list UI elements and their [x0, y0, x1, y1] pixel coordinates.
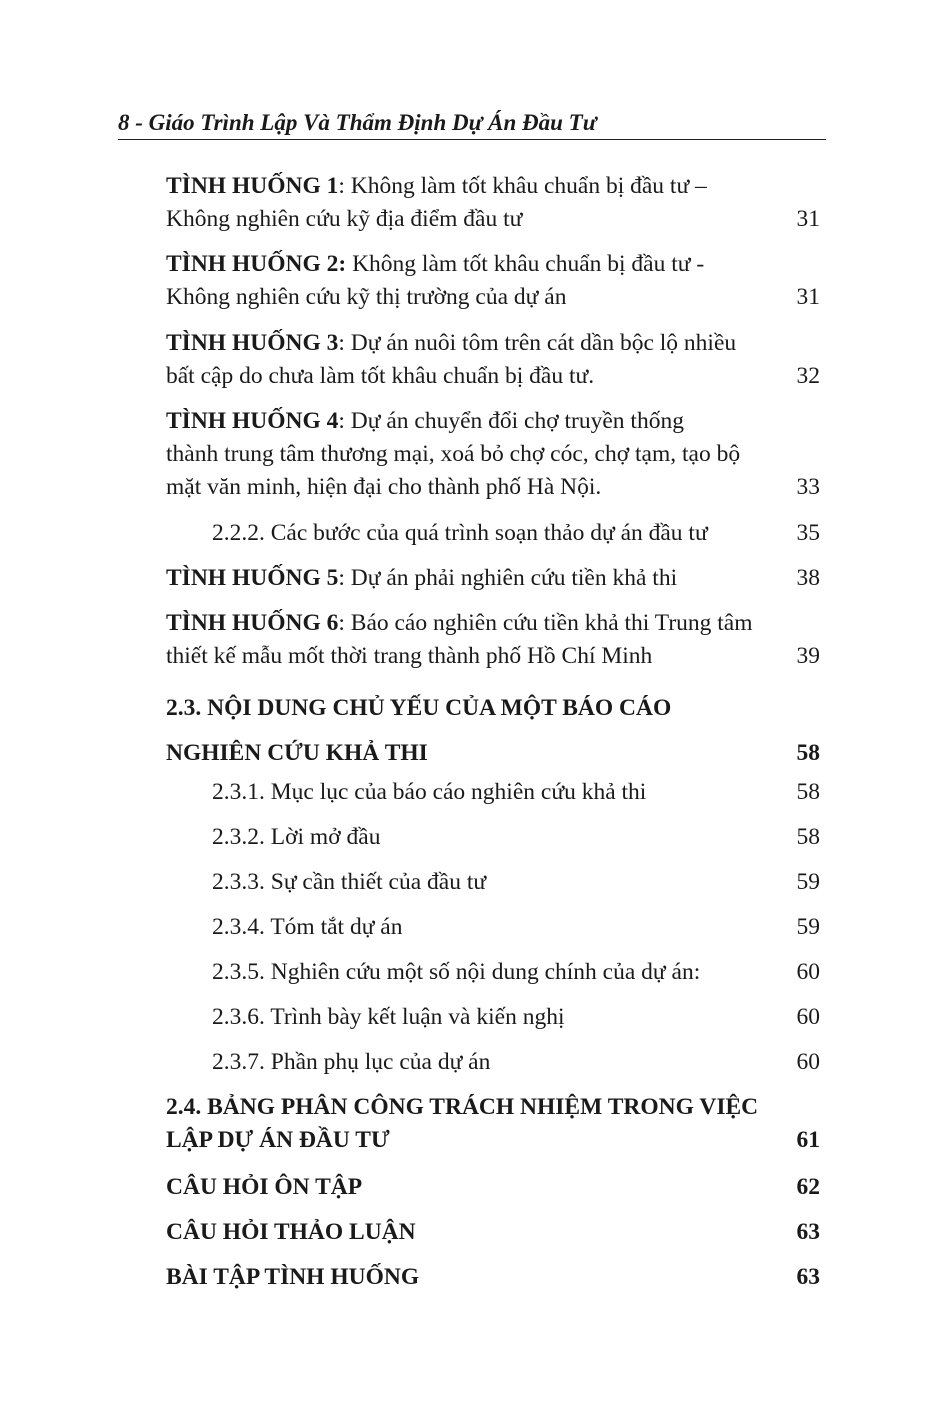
toc-entry-text: bất cập do chưa làm tốt khâu chuẩn bị đầu tư. — [166, 363, 595, 389]
toc-entry-case-6[interactable] — [166, 607, 820, 673]
toc-entry-2-3-2[interactable] — [212, 821, 820, 854]
toc-entry-text: 2.3.3. Sự cần thiết của đầu tư — [212, 869, 487, 895]
toc-entry-text: BÀI TẬP TÌNH HUỐNG — [166, 1264, 420, 1290]
toc-entry-text: thiết kế mẫu mốt thời trang thành phố Hồ Chí Minh — [166, 643, 653, 669]
toc-entry-text: NGHIÊN CỨU KHẢ THI — [166, 740, 428, 766]
toc-entry-text: mặt văn minh, hiện đại cho thành phố Hà Nội. — [166, 474, 602, 500]
page-number: 35 — [796, 520, 820, 546]
toc-entry-text: LẬP DỰ ÁN ĐẦU TƯ — [166, 1127, 390, 1153]
running-header: 8 - Giáo Trình Lập Và Thẩm Định Dự Án Đầu Tư — [118, 109, 826, 140]
toc-entry-text: 2.3.2. Lời mở đầu — [212, 824, 381, 850]
page-number: 62 — [796, 1174, 820, 1200]
toc-entry-text: 2.3.1. Mục lục của báo cáo nghiên cứu khả thi — [212, 779, 647, 805]
toc-entry-text: 2.3.5. Nghiên cứu một số nội dung chính của dự án: — [212, 959, 701, 985]
toc-entry-text: Dự án nuôi tôm trên cát dần bộc lộ nhiều — [350, 330, 737, 356]
case-label: TÌNH HUỐNG 2: — [166, 251, 347, 277]
page-number: 58 — [796, 740, 820, 766]
toc-entry-review-questions[interactable] — [166, 1171, 820, 1204]
toc-entry-text: 2.3.7. Phần phụ lục của dự án — [212, 1049, 491, 1075]
toc-entry-case-1[interactable] — [166, 170, 820, 236]
page-number: 31 — [796, 284, 820, 310]
toc-entry-2-3-5[interactable] — [212, 956, 820, 989]
toc-entry-text: 2.3. NỘI DUNG CHỦ YẾU CỦA MỘT BÁO CÁO — [166, 695, 672, 721]
toc-entry-text: Không nghiên cứu kỹ địa điểm đầu tư — [166, 206, 523, 232]
toc-entry-2-4[interactable] — [166, 1091, 820, 1157]
case-separator: : — [338, 173, 351, 199]
toc-entry-2-3-6[interactable] — [212, 1001, 820, 1034]
page-number: 60 — [796, 1049, 820, 1075]
case-label: TÌNH HUỐNG 6 — [166, 610, 339, 636]
case-label: TÌNH HUỐNG 5 — [166, 565, 339, 591]
page-number: 60 — [796, 959, 820, 985]
toc-entry-text: CÂU HỎI ÔN TẬP — [166, 1174, 363, 1200]
page-number: 33 — [796, 474, 820, 500]
page-number: 38 — [796, 565, 820, 591]
page-number: 63 — [796, 1264, 820, 1290]
toc-entry-text: 2.4. BẢNG PHÂN CÔNG TRÁCH NHIỆM TRONG VIỆC — [166, 1094, 759, 1120]
toc-entry-text: Báo cáo nghiên cứu tiền khả thi Trung tâm — [350, 610, 753, 636]
toc-entry-text: thành trung tâm thương mại, xoá bỏ chợ cóc, chợ tạm, tạo bộ — [166, 441, 741, 467]
toc-entry-case-4[interactable] — [166, 405, 820, 504]
page-number: 31 — [796, 206, 820, 232]
case-label: TÌNH HUỐNG 4 — [166, 408, 339, 434]
page-number: 59 — [796, 914, 820, 940]
case-label: TÌNH HUỐNG 3 — [166, 330, 339, 356]
toc-entry-2-3-3[interactable] — [212, 866, 820, 899]
toc-entry-case-5[interactable] — [166, 562, 820, 595]
toc-entry-2-3[interactable] — [166, 686, 820, 776]
page-number: 61 — [796, 1127, 820, 1153]
page-number: 59 — [796, 869, 820, 895]
case-label: TÌNH HUỐNG 1 — [166, 173, 339, 199]
case-separator: : — [338, 610, 351, 636]
toc-entry-text: 2.3.4. Tóm tắt dự án — [212, 914, 403, 940]
toc-entry-discussion-questions[interactable] — [166, 1216, 820, 1249]
toc-entry-text: Không làm tốt khâu chuẩn bị đầu tư – — [350, 173, 707, 199]
toc-entry-text: Không nghiên cứu kỹ thị trường của dự án — [166, 284, 567, 310]
toc-entry-text: 2.3.6. Trình bày kết luận và kiến nghị — [212, 1004, 565, 1030]
case-separator: : — [338, 330, 351, 356]
toc-entry-case-2[interactable] — [166, 248, 820, 314]
toc-entry-case-exercises[interactable] — [166, 1261, 820, 1294]
case-separator: : — [338, 565, 351, 591]
toc-entry-text: Không làm tốt khâu chuẩn bị đầu tư - — [352, 251, 705, 277]
page-number: 58 — [796, 824, 820, 850]
toc-entry-text: CÂU HỎI THẢO LUẬN — [166, 1219, 416, 1245]
page-number: 39 — [796, 643, 820, 669]
toc-entry-text: Dự án chuyển đổi chợ truyền thống — [350, 408, 684, 434]
page-number: 63 — [796, 1219, 820, 1245]
page-number: 58 — [796, 779, 820, 805]
page-number: 60 — [796, 1004, 820, 1030]
toc-entry-2-2-2[interactable] — [212, 517, 820, 550]
toc-entry-text: 2.2.2. Các bước của quá trình soạn thảo dự án đầu tư — [212, 520, 708, 546]
toc-entry-case-3[interactable] — [166, 327, 820, 393]
toc-entry-text: Dự án phải nghiên cứu tiền khả thi — [350, 565, 678, 591]
toc-entry-2-3-7[interactable] — [212, 1046, 820, 1079]
toc-entry-2-3-1[interactable] — [212, 776, 820, 809]
case-separator: : — [338, 408, 351, 434]
toc-entry-2-3-4[interactable] — [212, 911, 820, 944]
page-number: 32 — [796, 363, 820, 389]
